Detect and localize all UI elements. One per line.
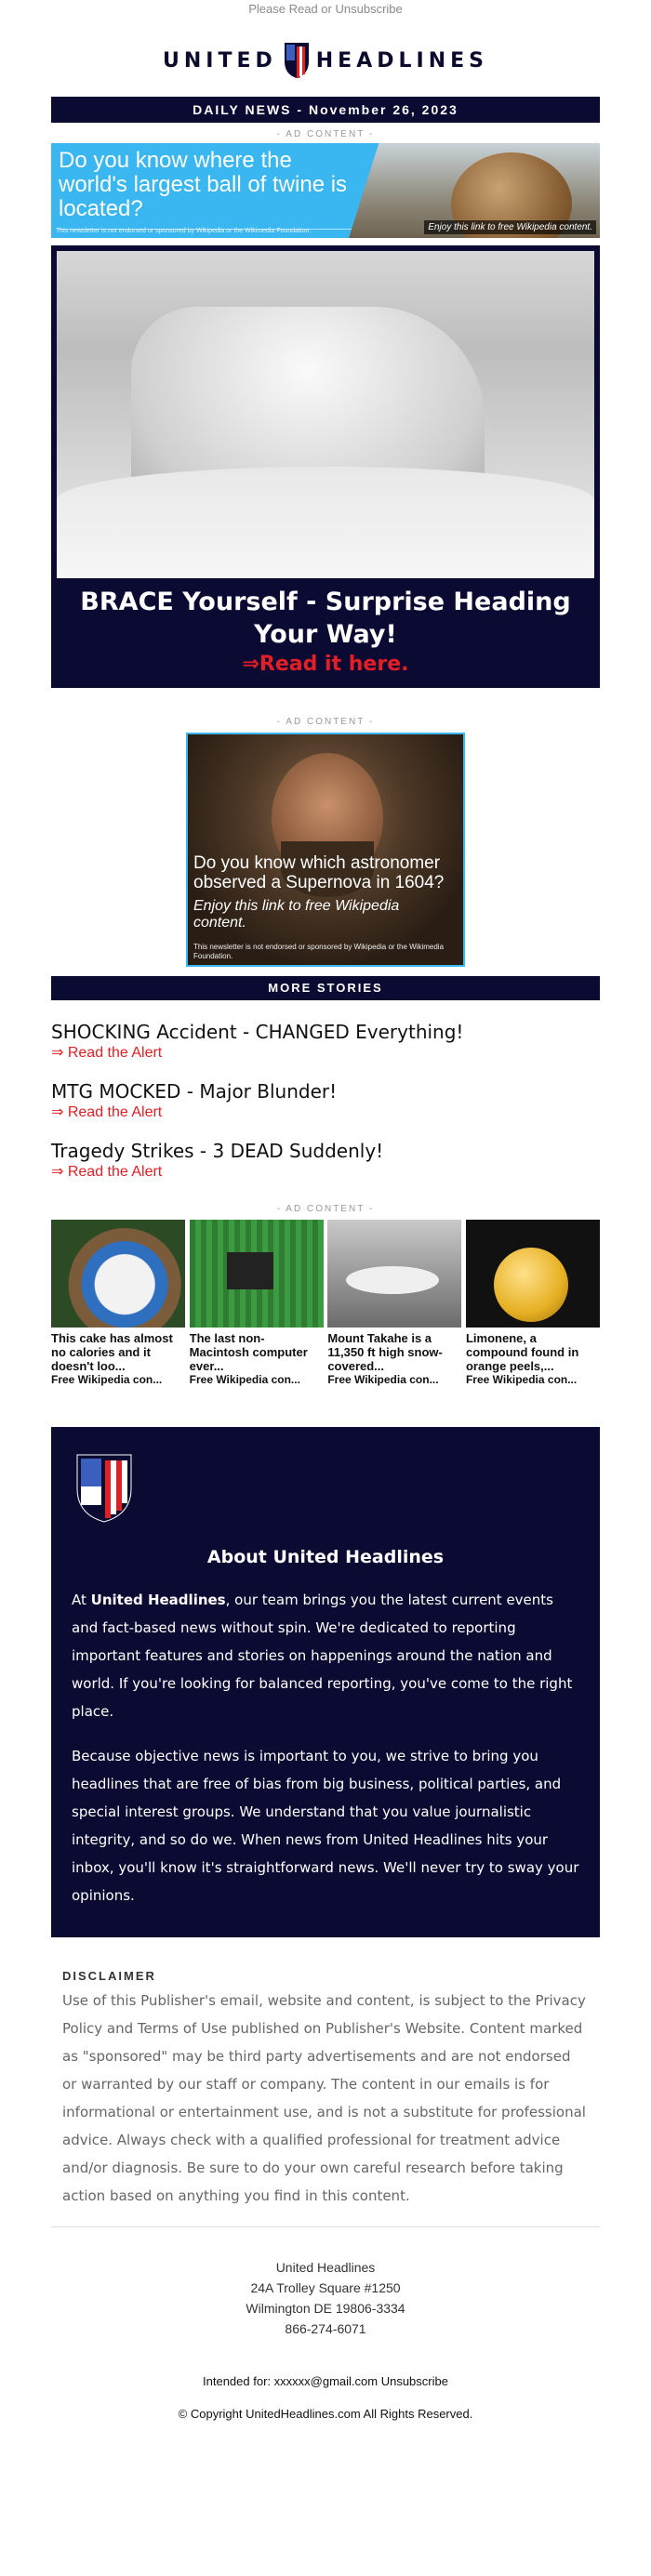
ad-card-source[interactable]: Free Wikipedia con... <box>51 1373 163 1386</box>
ad-label: - AD CONTENT - <box>276 717 375 727</box>
ad-card-title[interactable]: Mount Takahe is a 11,350 ft high snow-covered... <box>327 1331 443 1373</box>
about-title: About United Headlines <box>206 1547 445 1567</box>
ad-label: - AD CONTENT - <box>276 1204 375 1214</box>
story-title[interactable]: Tragedy Strikes - 3 DEAD Suddenly! <box>51 1140 384 1162</box>
ad-card-grid <box>51 1220 600 1386</box>
address-city: Wilmington DE 19806-3334 <box>246 2301 405 2316</box>
story-read-link[interactable]: ⇒ Read the Alert <box>51 1164 163 1180</box>
ad-twine-banner[interactable] <box>51 143 600 238</box>
ad-card[interactable] <box>327 1220 461 1386</box>
about-brand: United Headlines <box>90 1592 226 1608</box>
mailing-address <box>51 2257 600 2339</box>
flag-shield-icon <box>72 1451 137 1526</box>
story-title[interactable]: MTG MOCKED - Major Blunder! <box>51 1080 338 1103</box>
snow-drift <box>57 467 594 578</box>
recipient-email[interactable]: xxxxxx@gmail.com <box>273 2374 379 2388</box>
disclaimer-label: DISCLAIMER <box>62 1969 156 1983</box>
disclaimer-section <box>51 1950 600 2227</box>
about-lead: At <box>72 1592 91 1608</box>
address-phone: 866-274-6071 <box>285 2321 366 2336</box>
about-rest: , our team brings you the latest current events and fact-based news without spin. We're dedicated to reporting important features and stories on happenings around the nation and world. If you're looking for balanced reporting, you've come to the right place. <box>72 1592 573 1720</box>
circuit-board-image[interactable] <box>190 1220 324 1328</box>
story-read-link[interactable]: ⇒ Read the Alert <box>51 1045 163 1061</box>
hero-snow-car-image[interactable] <box>57 251 594 578</box>
footer-unsubscribe-link[interactable]: Unsubscribe <box>380 2374 448 2388</box>
address-street: 24A Trolley Square #1250 <box>250 2280 401 2295</box>
ad-astronomer-cta[interactable]: Enjoy this link to free Wikipedia content. <box>193 898 400 931</box>
story-read-link[interactable]: ⇒ Read the Alert <box>51 1104 163 1120</box>
ad-astronomer-banner[interactable] <box>186 733 465 967</box>
address-name: United Headlines <box>275 2260 376 2275</box>
hero-story[interactable] <box>51 245 600 688</box>
ad-card[interactable] <box>51 1220 185 1386</box>
email-body <box>51 32 600 2421</box>
preheader-unsubscribe-link[interactable]: Unsubscribe <box>335 2 403 16</box>
ad-astronomer-disclaimer: This newsletter is not endorsed or sponsored by Wikipedia or the Wikimedia Foundation. <box>193 943 445 960</box>
ad-astronomer-question: Do you know which astronomer observed a Supernova in 1604? <box>193 853 445 892</box>
ad-card-title[interactable]: Limonene, a compound found in orange peels,... <box>465 1331 579 1373</box>
cake-image[interactable] <box>51 1220 185 1328</box>
copyright: © Copyright UnitedHeadlines.com All Rights Reserved. <box>178 2407 473 2421</box>
about-paragraph-2: Because objective news is important to you, we strive to bring you headlines that are free of bias from big business, political parties, and special interest groups. We understand that you value journalistic integrity, and so do we. When news from United Headlines hits your inbox, you'll know it's straightforward news. We'll never try to sway your opinions. <box>72 1748 579 1904</box>
ad-twine-disclaimer: This newsletter is not endorsed or sponsored by Wikipedia or the Wikimedia Foundation. <box>56 228 312 234</box>
hero-headline[interactable]: BRACE Yourself - Surprise Heading Your Way! <box>80 588 571 649</box>
disclaimer-text: Use of this Publisher's email, website and content, is subject to the Privacy Policy and Terms of Use published on Publisher's Website. Content marked as "sponsored" may be third party advertisements and are not endorsed or warranted by our staff or company. The content in our emails is for informational or entertainment use, and is not a substitute for professional advice. Always check with a qualified professional for treatment advice and/or diagnosis. Be sure to do your own careful research before taking action based on anything you find in this content. <box>62 1992 586 2204</box>
story-title[interactable]: SHOCKING Accident - CHANGED Everything! <box>51 1021 464 1043</box>
intended-prefix: Intended for: <box>203 2374 274 2388</box>
brand-logo[interactable] <box>51 32 600 89</box>
ad-card-source[interactable]: Free Wikipedia con... <box>189 1373 300 1386</box>
flag-shield-icon <box>283 41 311 80</box>
lemon-image[interactable] <box>466 1220 600 1328</box>
about-paragraph-1 <box>72 1586 579 1725</box>
ad-card-source[interactable]: Free Wikipedia con... <box>465 1373 578 1386</box>
story-item[interactable] <box>51 1080 600 1123</box>
hero-read-link[interactable]: ⇒Read it here. <box>242 653 409 676</box>
preheader <box>0 0 651 20</box>
ad-card-title[interactable]: The last non-Macintosh computer ever... <box>189 1331 308 1373</box>
ad-card[interactable] <box>190 1220 324 1386</box>
dateline-bar: DAILY NEWS - November 26, 2023 <box>51 97 600 123</box>
ad-label: - AD CONTENT - <box>276 129 375 139</box>
ad-card-source[interactable]: Free Wikipedia con... <box>327 1373 439 1386</box>
story-item[interactable] <box>51 1140 600 1182</box>
ad-twine-cta[interactable]: Enjoy this link to free Wikipedia content. <box>424 220 596 234</box>
brand-left: UNITED <box>163 48 277 73</box>
preheader-sep: or <box>317 2 336 16</box>
ad-card-title[interactable]: This cake has almost no calories and it doesn't loo... <box>51 1331 173 1373</box>
ad-twine-question: Do you know where the world's largest ball of twine is located? <box>59 148 348 221</box>
brand-right: HEADLINES <box>315 48 488 73</box>
mountain-image[interactable] <box>327 1220 461 1328</box>
read-link[interactable]: Please Read <box>248 2 318 16</box>
about-section <box>51 1427 600 1937</box>
more-stories-bar: MORE STORIES <box>51 976 600 1000</box>
ad-card[interactable] <box>466 1220 600 1386</box>
story-item[interactable] <box>51 1021 600 1063</box>
intended-for <box>51 2374 600 2388</box>
